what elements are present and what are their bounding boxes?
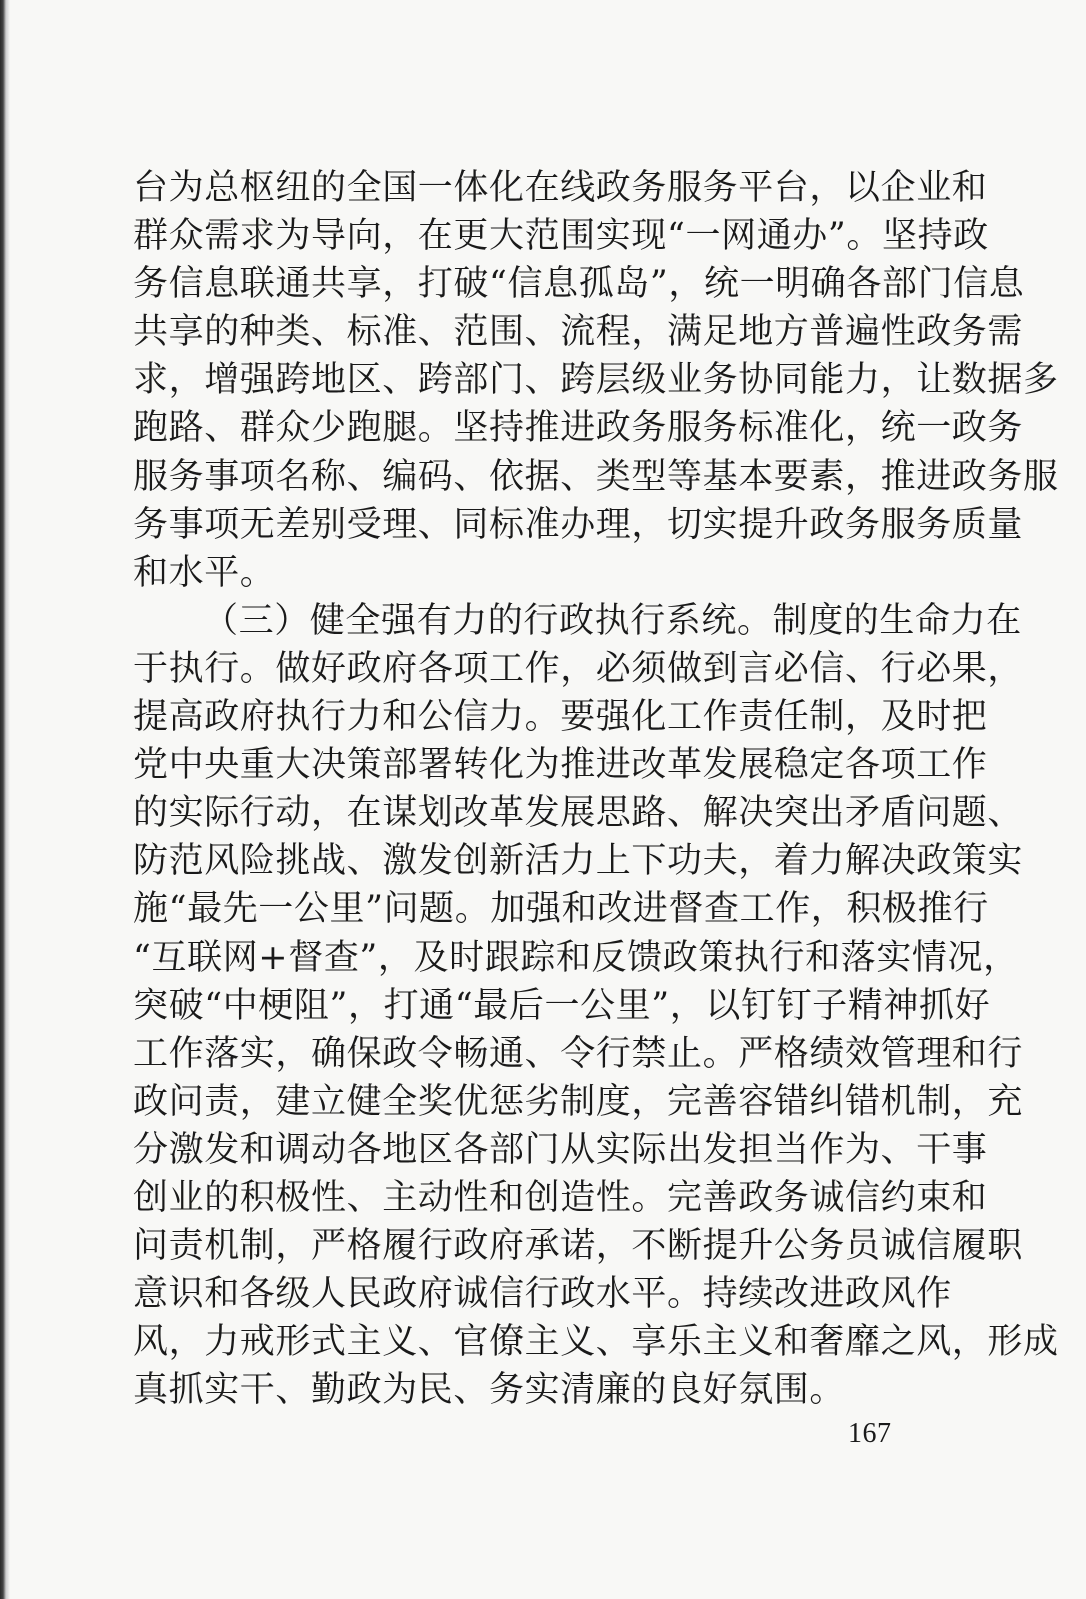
text-line: 意识和各级人民政府诚信行政水平。持续改进政风作 — [133, 1274, 952, 1315]
text-line: 台为总枢纽的全国一体化在线政务服务平台，以企业和 — [133, 168, 988, 208]
text-line: 共享的种类、标准、范围、流程，满足地方普遍性政务需 — [133, 312, 1024, 353]
text-line: 服务事项名称、编码、依据、类型等基本要素，推进政务服 — [133, 456, 1059, 497]
text-line: 提高政府执行力和公信力。要强化工作责任制，及时把 — [133, 697, 988, 738]
text-line: 求，增强跨地区、跨部门、跨层级业务协同能力，让数据多 — [133, 360, 1059, 401]
binding-shadow — [0, 0, 10, 1599]
text-line: 真抓实干、勤政为民、务实清廉的良好氛围。 — [133, 1370, 846, 1411]
text-line: 创业的积极性、主动性和创造性。完善政务诚信约束和 — [133, 1177, 988, 1218]
text-line: 工作落实，确保政令畅通、令行禁止。严格绩效管理和行 — [133, 1033, 1024, 1074]
body-text — [133, 164, 1059, 1414]
page-number: 167 — [848, 1418, 892, 1449]
text-line: 党中央重大决策部署转化为推进改革发展稳定各项工作 — [133, 745, 988, 786]
text-line: 和水平。 — [133, 552, 276, 593]
text-line: “互联网+督查”，及时跟踪和反馈政策执行和落实情况， — [133, 937, 1019, 978]
text-line: （三）健全强有力的行政执行系统。制度的生命力在 — [203, 600, 1022, 641]
text-line: 于执行。做好政府各项工作，必须做到言必信、行必果， — [133, 648, 1024, 689]
paragraph — [133, 597, 1059, 1415]
paragraph — [133, 164, 1059, 597]
text-line: 的实际行动，在谋划改革发展思路、解决突出矛盾问题、 — [133, 793, 1024, 834]
text-line: 务事项无差别受理、同标准办理，切实提升政务服务质量 — [133, 504, 1024, 545]
text-line: 风，力戒形式主义、官僚主义、享乐主义和奢靡之风，形成 — [133, 1322, 1059, 1363]
text-line: 防范风险挑战、激发创新活力上下功夫，着力解决政策实 — [133, 841, 1024, 882]
text-line: 施“最先一公里”问题。加强和改进督查工作，积极推行 — [133, 889, 989, 930]
text-line: 跑路、群众少跑腿。坚持推进政务服务标准化，统一政务 — [133, 408, 1024, 449]
text-line: 群众需求为导向，在更大范围实现“一网通办”。坚持政 — [133, 216, 989, 257]
text-line: 问责机制，严格履行政府承诺，不断提升公务员诚信履职 — [133, 1226, 1024, 1267]
text-line: 务信息联通共享，打破“信息孤岛”，统一明确各部门信息 — [133, 264, 1025, 305]
text-line: 分激发和调动各地区各部门从实际出发担当作为、干事 — [133, 1129, 988, 1170]
text-line: 突破“中梗阻”，打通“最后一公里”，以钉钉子精神抓好 — [133, 985, 991, 1026]
text-line: 政问责，建立健全奖优惩劣制度，完善容错纠错机制，充 — [133, 1081, 1024, 1122]
